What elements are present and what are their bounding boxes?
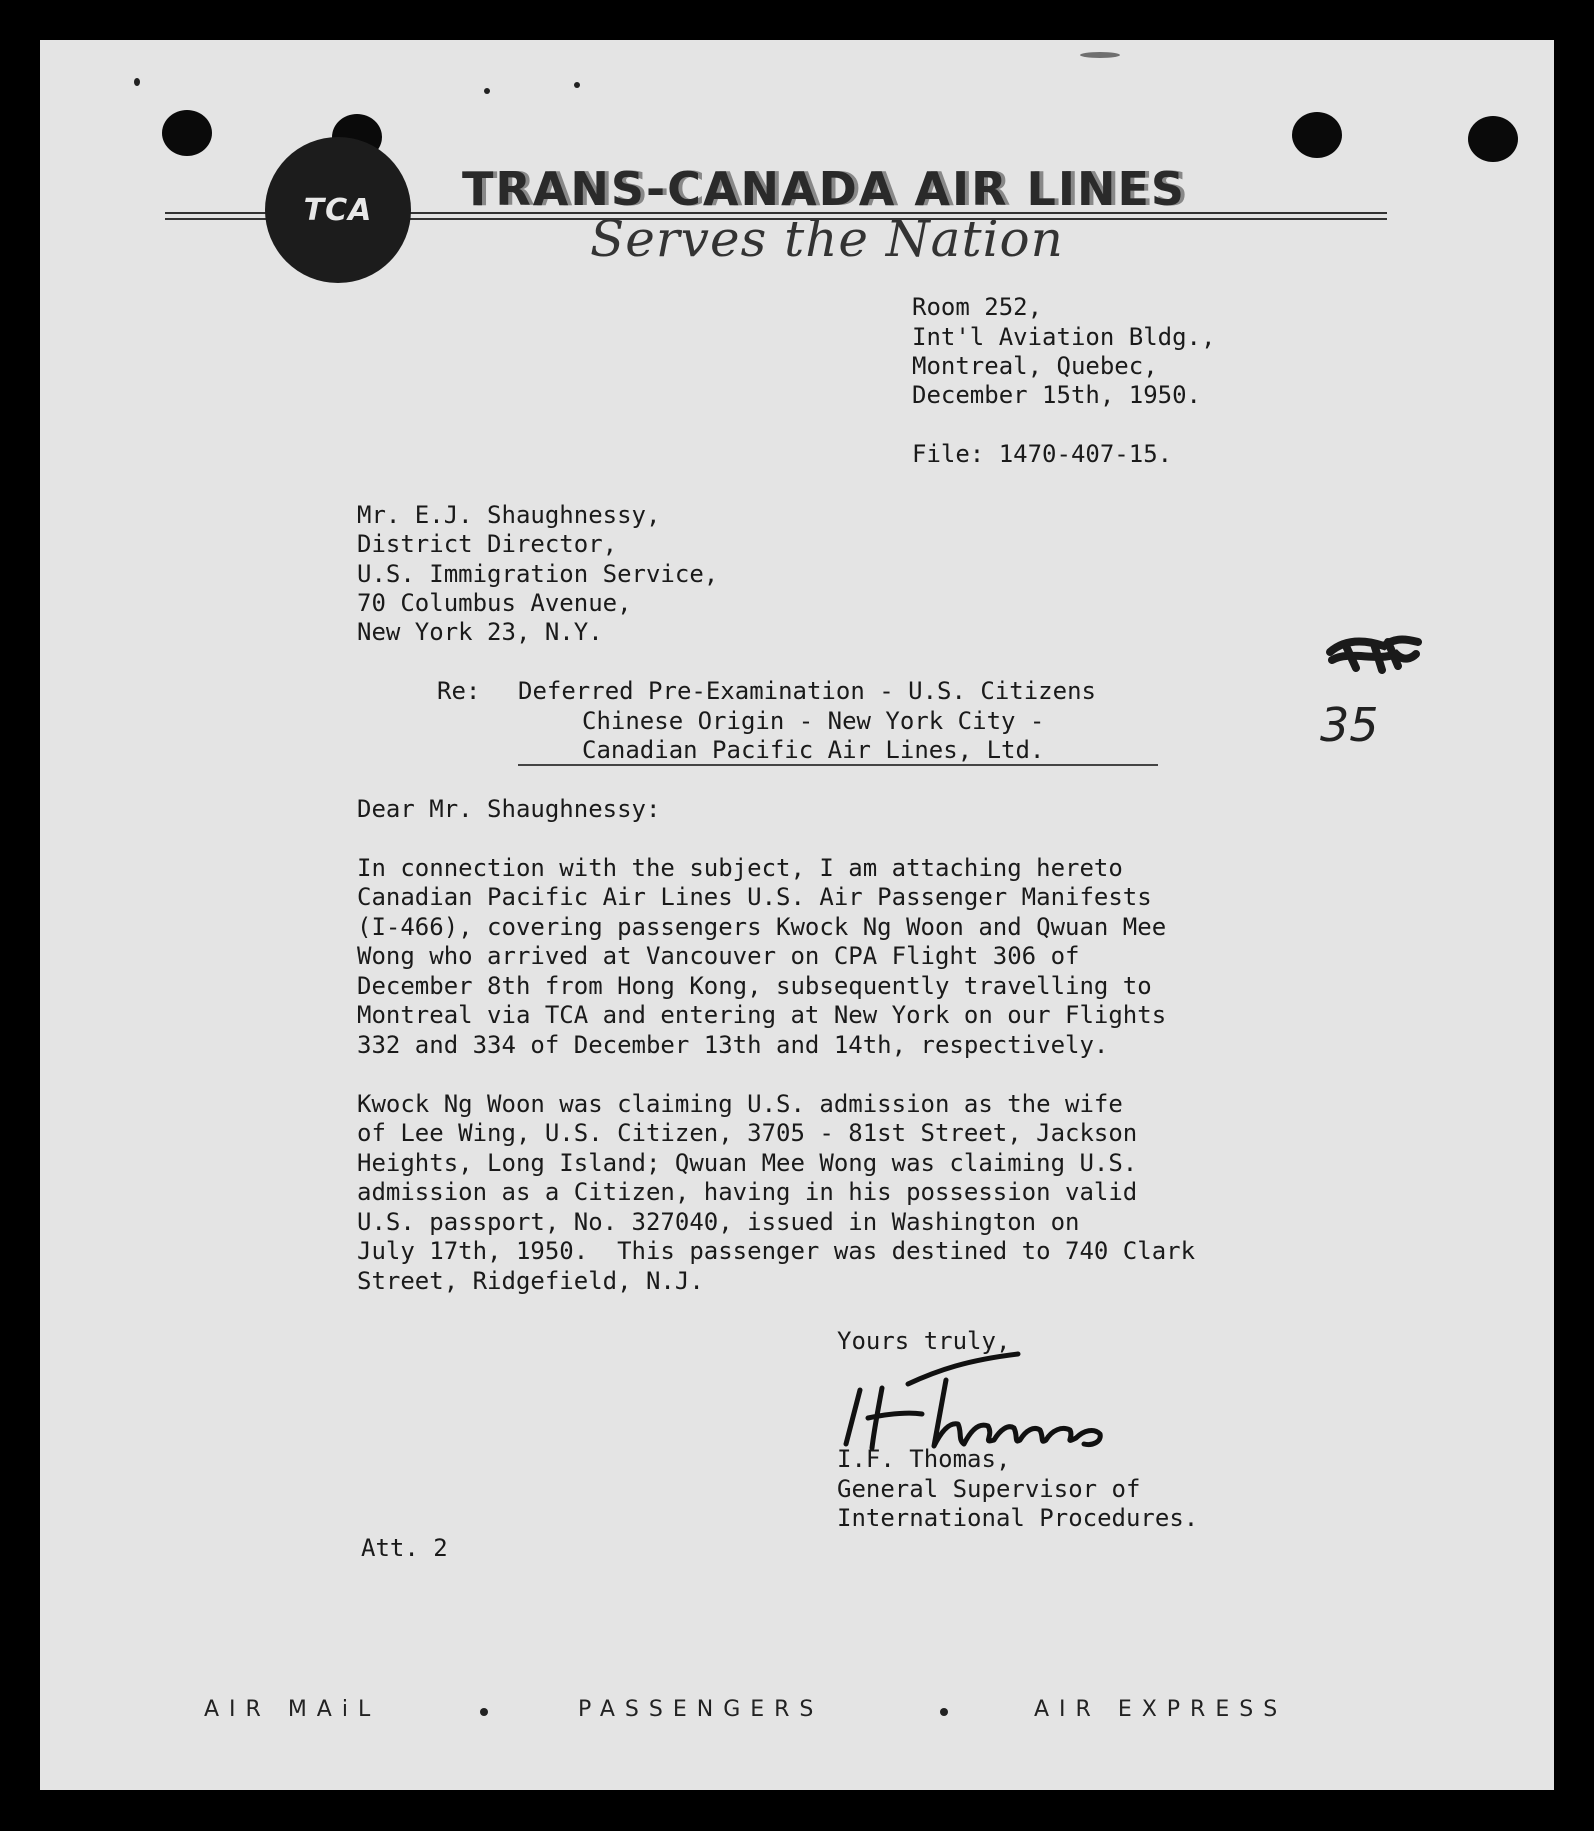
footer-bullet bbox=[480, 1708, 488, 1716]
valediction: Yours truly, bbox=[837, 1327, 1011, 1355]
footer-air-express: AIR EXPRESS bbox=[1034, 1697, 1288, 1722]
tca-logo bbox=[265, 137, 411, 283]
letter-date: December 15th, 1950. bbox=[912, 381, 1201, 409]
subject-line: Deferred Pre-Examination - U.S. Citizens bbox=[518, 677, 1096, 705]
body-line: (I-466), covering passengers Kwock Ng Woon and Qwuan Mee bbox=[357, 913, 1167, 941]
footer-air-mail: AIR MAiL bbox=[204, 1697, 381, 1722]
address-line: Montreal, Quebec, bbox=[912, 352, 1158, 380]
signature bbox=[838, 1340, 1128, 1456]
footer-passengers: PASSENGERS bbox=[578, 1697, 824, 1722]
handwritten-scribble bbox=[1326, 632, 1422, 676]
signatory-title: International Procedures. bbox=[837, 1504, 1199, 1532]
recipient-line: 70 Columbus Avenue, bbox=[357, 589, 632, 617]
body-line: Montreal via TCA and entering at New York on our Flights bbox=[357, 1001, 1167, 1029]
body-line: Heights, Long Island; Qwuan Mee Wong was claiming U.S. bbox=[357, 1149, 1138, 1177]
paper-speck bbox=[134, 78, 140, 86]
signatory-name: I.F. Thomas, bbox=[837, 1445, 1011, 1473]
body-line: Wong who arrived at Vancouver on CPA Flight 306 of bbox=[357, 942, 1080, 970]
logo-text: TCA bbox=[303, 192, 373, 228]
recipient-line: New York 23, N.Y. bbox=[357, 618, 603, 646]
recipient-line: Mr. E.J. Shaughnessy, bbox=[357, 501, 661, 529]
slogan: Serves the Nation bbox=[590, 210, 1064, 268]
body-line: Canadian Pacific Air Lines U.S. Air Passenger Manifests bbox=[357, 883, 1152, 911]
subject-line: Chinese Origin - New York City - bbox=[582, 707, 1045, 735]
recipient-line: U.S. Immigration Service, bbox=[357, 560, 719, 588]
body-line: admission as a Citizen, having in his possession valid bbox=[357, 1178, 1138, 1206]
body-line: 332 and 334 of December 13th and 14th, respectively. bbox=[357, 1031, 1109, 1059]
recipient-line: District Director, bbox=[357, 530, 618, 558]
body-line: Street, Ridgefield, N.J. bbox=[357, 1267, 704, 1295]
body-line: of Lee Wing, U.S. Citizen, 3705 - 81st Street, Jackson bbox=[357, 1119, 1138, 1147]
subject-underline bbox=[518, 764, 1158, 766]
body-line: Kwock Ng Woon was claiming U.S. admission as the wife bbox=[357, 1090, 1123, 1118]
subject-line: Canadian Pacific Air Lines, Ltd. bbox=[582, 736, 1045, 764]
company-name: TRANS-CANADA AIR LINES bbox=[462, 162, 1187, 216]
paper-speck bbox=[1080, 52, 1120, 58]
body-line: In connection with the subject, I am attaching hereto bbox=[357, 854, 1123, 882]
punch-hole-center-right bbox=[1292, 112, 1342, 158]
body-line: U.S. passport, No. 327040, issued in Washington on bbox=[357, 1208, 1080, 1236]
salutation: Dear Mr. Shaughnessy: bbox=[357, 795, 661, 823]
handwritten-page-number: 35 bbox=[1320, 698, 1379, 752]
paper-speck bbox=[484, 88, 490, 94]
paper-speck bbox=[574, 82, 580, 88]
address-line: Room 252, bbox=[912, 293, 1043, 321]
body-line: July 17th, 1950. This passenger was destined to 740 Clark bbox=[357, 1237, 1196, 1265]
punch-hole-right bbox=[1468, 116, 1518, 162]
address-line: Int'l Aviation Bldg., bbox=[912, 323, 1216, 351]
footer-bullet bbox=[940, 1708, 948, 1716]
subject-label: Re: bbox=[437, 677, 481, 705]
punch-hole-left bbox=[162, 110, 212, 156]
attachment-note: Att. 2 bbox=[361, 1534, 448, 1562]
signatory-title: General Supervisor of bbox=[837, 1475, 1141, 1503]
body-line: December 8th from Hong Kong, subsequently travelling to bbox=[357, 972, 1152, 1000]
file-reference: File: 1470-407-15. bbox=[912, 440, 1173, 468]
